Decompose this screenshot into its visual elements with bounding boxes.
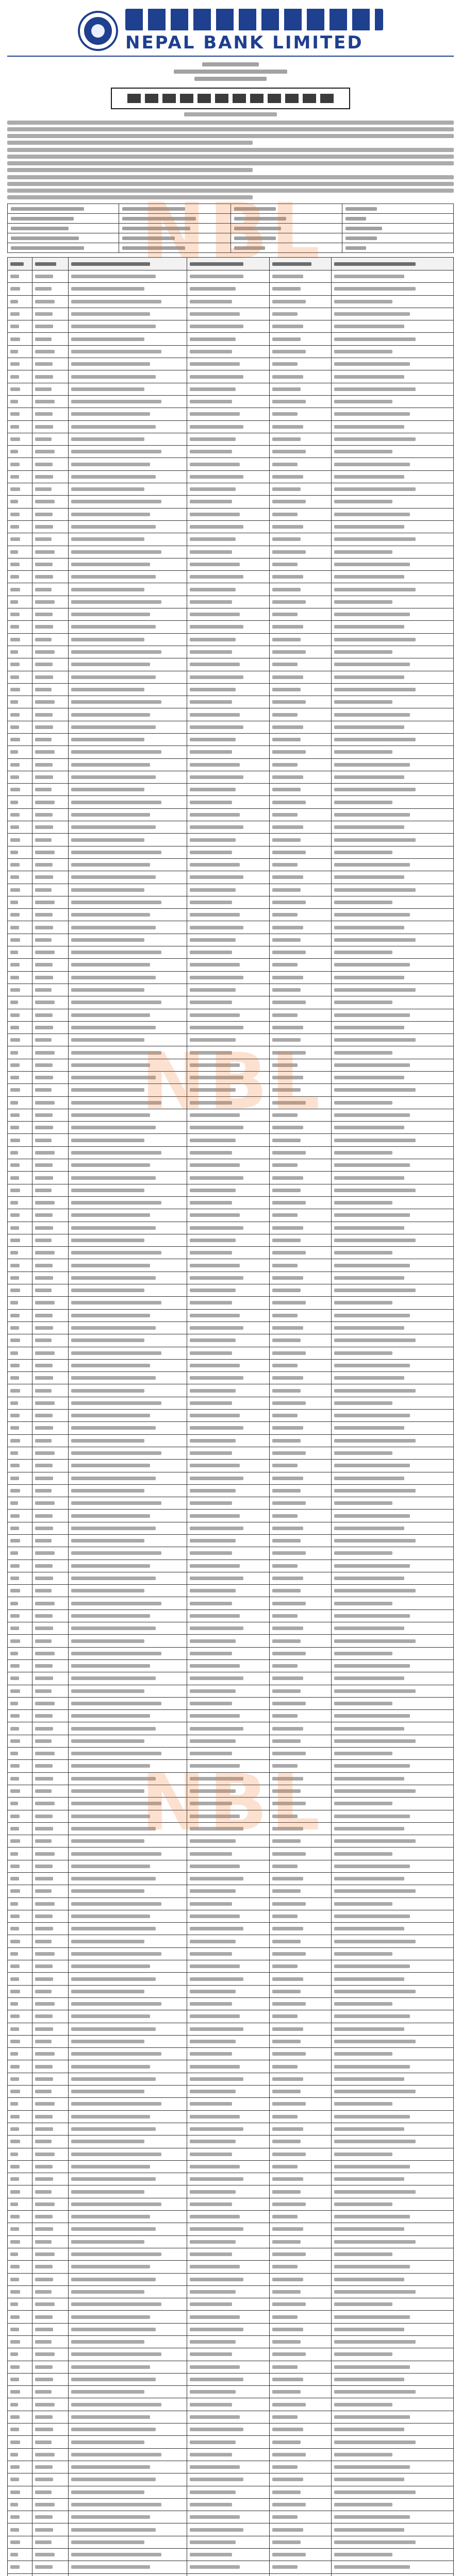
table-row <box>8 1172 454 1184</box>
table-row <box>8 858 454 871</box>
table-row <box>8 959 454 971</box>
table-row <box>8 1384 454 1397</box>
table-row <box>8 2223 454 2235</box>
exam-details-row <box>8 224 454 233</box>
notice-title <box>111 88 350 109</box>
table-row <box>8 771 454 783</box>
table-row <box>8 1560 454 1572</box>
table-row <box>8 1672 454 1685</box>
table-row <box>8 2436 454 2448</box>
table-row <box>8 1935 454 1947</box>
table-row <box>8 1647 454 1659</box>
table-row <box>8 1422 454 1434</box>
table-row <box>8 971 454 984</box>
table-row <box>8 721 454 733</box>
table-row <box>8 2424 454 2436</box>
bank-header <box>7 6 454 57</box>
table-row <box>8 320 454 333</box>
table-row <box>8 2273 454 2285</box>
table-row <box>8 733 454 745</box>
table-row <box>8 796 454 808</box>
table-row <box>8 470 454 483</box>
table-row <box>8 496 454 508</box>
notice-body <box>7 121 454 199</box>
table-row <box>8 2335 454 2348</box>
table-row <box>8 1146 454 1159</box>
table-row <box>8 1259 454 1272</box>
table-row <box>8 2536 454 2548</box>
results-column-header <box>69 258 187 270</box>
notice-paragraph <box>7 148 454 172</box>
table-row <box>8 1659 454 1672</box>
table-row <box>8 2373 454 2385</box>
table-row <box>8 1685 454 1697</box>
table-row <box>8 546 454 558</box>
table-row <box>8 1622 454 1635</box>
table-row <box>8 1460 454 1472</box>
table-row <box>8 2098 454 2110</box>
table-row <box>8 1284 454 1297</box>
table-row <box>8 1410 454 1422</box>
table-row <box>8 646 454 658</box>
table-row <box>8 2123 454 2135</box>
table-row <box>8 1848 454 1860</box>
table-row <box>8 1735 454 1747</box>
table-row <box>8 2398 454 2411</box>
table-row <box>8 283 454 295</box>
table-row <box>8 683 454 696</box>
watermark: NBL <box>141 1758 323 1848</box>
table-row <box>8 1522 454 1534</box>
table-row <box>8 1547 454 1560</box>
table-row <box>8 708 454 721</box>
table-row <box>8 270 454 283</box>
table-row <box>8 1372 454 1384</box>
table-row <box>8 370 454 383</box>
table-row <box>8 1697 454 1709</box>
table-row <box>8 808 454 821</box>
table-row <box>8 746 454 758</box>
bank-name-devanagari <box>125 9 383 30</box>
table-row <box>8 1222 454 1234</box>
table-row <box>8 2498 454 2511</box>
table-row <box>8 1184 454 1196</box>
table-row <box>8 1534 454 1547</box>
table-row <box>8 2160 454 2173</box>
table-row <box>8 1309 454 1321</box>
table-row <box>8 1497 454 1510</box>
watermark: NBL <box>141 1037 323 1127</box>
table-row <box>8 1234 454 1246</box>
table-row <box>8 608 454 621</box>
table-row <box>8 2010 454 2023</box>
notice-paragraph <box>7 175 454 199</box>
table-row <box>8 784 454 796</box>
table-row <box>8 2561 454 2573</box>
table-row <box>8 1321 454 1334</box>
table-row <box>8 2486 454 2498</box>
table-row <box>8 408 454 420</box>
table-row <box>8 909 454 921</box>
table-row <box>8 2023 454 2035</box>
table-row <box>8 2173 454 2185</box>
table-row <box>8 1923 454 1935</box>
table-row <box>8 1635 454 1647</box>
table-row <box>8 1196 454 1209</box>
table-row <box>8 1059 454 1071</box>
results-column-header <box>270 258 332 270</box>
results-column-header <box>187 258 270 270</box>
table-row <box>8 871 454 884</box>
table-row <box>8 1885 454 1897</box>
table-row <box>8 1822 454 1835</box>
table-row <box>8 2110 454 2123</box>
table-row <box>8 1134 454 1146</box>
table-row <box>8 1359 454 1371</box>
table-row <box>8 2248 454 2260</box>
table-row <box>8 996 454 1009</box>
table-row <box>8 1810 454 1822</box>
table-row <box>8 2549 454 2561</box>
table-row <box>8 1272 454 1284</box>
table-row <box>8 1334 454 1347</box>
table-row <box>8 333 454 345</box>
table-row <box>8 1873 454 1885</box>
exam-details-row <box>8 214 454 224</box>
table-row <box>8 358 454 370</box>
table-row <box>8 2261 454 2273</box>
table-row <box>8 1772 454 1785</box>
table-row <box>8 671 454 683</box>
notice-paragraph <box>7 121 454 145</box>
table-row <box>8 1585 454 1597</box>
table-row <box>8 2086 454 2098</box>
table-row <box>8 1510 454 1522</box>
table-row <box>8 458 454 470</box>
table-row <box>8 1609 454 1622</box>
table-row <box>8 1159 454 1172</box>
table-row <box>8 834 454 846</box>
table-row <box>8 1122 454 1134</box>
table-row <box>8 984 454 996</box>
results-header-row <box>8 258 454 270</box>
table-row <box>8 846 454 858</box>
table-row <box>8 2060 454 2073</box>
table-row <box>8 395 454 408</box>
table-row <box>8 2511 454 2523</box>
table-row <box>8 2185 454 2198</box>
table-row <box>8 1096 454 1109</box>
watermark: NBL <box>141 187 323 277</box>
table-row <box>8 583 454 596</box>
table-row <box>8 1572 454 1584</box>
table-row <box>8 2198 454 2210</box>
table-row <box>8 2311 454 2323</box>
table-row <box>8 1785 454 1797</box>
table-row <box>8 1860 454 1872</box>
table-row <box>8 2473 454 2486</box>
table-row <box>8 2298 454 2311</box>
table-row <box>8 821 454 834</box>
table-row <box>8 1447 454 1459</box>
table-row <box>8 1997 454 2010</box>
exam-details-table <box>7 204 454 253</box>
table-row <box>8 2523 454 2536</box>
table-row <box>8 1072 454 1084</box>
exam-details-row <box>8 204 454 214</box>
table-row <box>8 1021 454 1033</box>
table-row <box>8 946 454 959</box>
table-row <box>8 1434 454 1447</box>
table-row <box>8 571 454 583</box>
table-row <box>8 1748 454 1760</box>
office-subheading <box>7 61 454 82</box>
table-row <box>8 1897 454 1910</box>
table-row <box>8 884 454 896</box>
table-row <box>8 2073 454 2085</box>
table-row <box>8 1710 454 1722</box>
table-row <box>8 483 454 496</box>
table-row <box>8 2235 454 2248</box>
exam-details-row <box>8 243 454 253</box>
table-row <box>8 758 454 771</box>
table-row <box>8 1109 454 1121</box>
table-row <box>8 1034 454 1046</box>
table-row <box>8 596 454 608</box>
exam-details-row <box>8 233 454 243</box>
table-row <box>8 508 454 520</box>
table-row <box>8 2448 454 2461</box>
table-row <box>8 345 454 358</box>
table-row <box>8 295 454 308</box>
table-row <box>8 2323 454 2335</box>
table-row <box>8 2136 454 2148</box>
results-column-header <box>32 258 69 270</box>
table-row <box>8 1597 454 1609</box>
table-row <box>8 2386 454 2398</box>
table-row <box>8 383 454 395</box>
table-row <box>8 2035 454 2047</box>
table-row <box>8 2348 454 2361</box>
table-row <box>8 1760 454 1772</box>
table-row <box>8 433 454 445</box>
table-row <box>8 520 454 533</box>
table-row <box>8 1247 454 1259</box>
table-row <box>8 621 454 633</box>
table-row <box>8 1960 454 1973</box>
table-row <box>8 308 454 320</box>
table-row <box>8 420 454 433</box>
table-row <box>8 921 454 934</box>
table-row <box>8 2361 454 2373</box>
table-row <box>8 896 454 908</box>
table-row <box>8 1973 454 1985</box>
bank-name-english: NEPAL BANK LIMITED <box>125 32 364 53</box>
table-row <box>8 533 454 546</box>
table-row <box>8 558 454 570</box>
table-row <box>8 1009 454 1021</box>
table-row <box>8 2285 454 2298</box>
bank-name-block <box>125 9 383 53</box>
table-row <box>8 2148 454 2160</box>
table-row <box>8 1472 454 1484</box>
table-row <box>8 2411 454 2423</box>
table-row <box>8 1835 454 1848</box>
table-row <box>8 2573 454 2576</box>
results-table <box>7 257 454 2576</box>
table-row <box>8 2461 454 2473</box>
table-row <box>8 1910 454 1922</box>
table-row <box>8 633 454 646</box>
table-row <box>8 1985 454 1997</box>
table-row <box>8 1484 454 1497</box>
table-row <box>8 446 454 458</box>
table-row <box>8 696 454 708</box>
table-row <box>8 934 454 946</box>
nepal-bank-logo-icon <box>78 11 118 51</box>
table-row <box>8 1947 454 1960</box>
table-row <box>8 1722 454 1735</box>
table-row <box>8 1084 454 1096</box>
results-column-header <box>332 258 454 270</box>
table-row <box>8 1397 454 1409</box>
table-row <box>8 658 454 671</box>
table-row <box>8 2048 454 2060</box>
notice-date-line <box>7 112 454 116</box>
table-row <box>8 1798 454 1810</box>
table-row <box>8 1297 454 1309</box>
table-row <box>8 1046 454 1059</box>
table-row <box>8 1347 454 1359</box>
results-column-header <box>8 258 32 270</box>
table-row <box>8 1209 454 1222</box>
table-row <box>8 2211 454 2223</box>
